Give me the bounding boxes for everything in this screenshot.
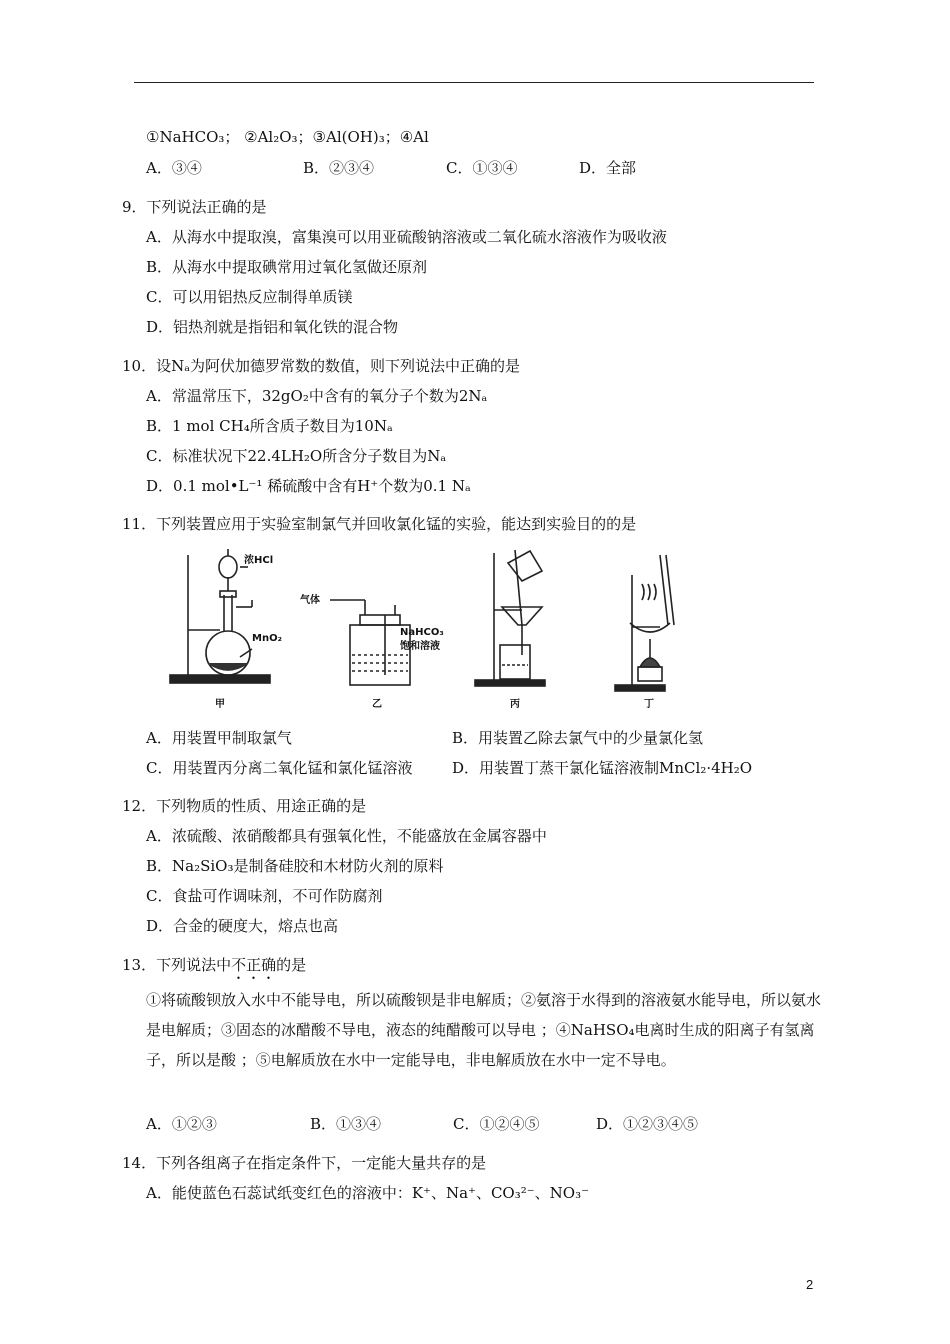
q10-option-b: B．1 mol CH₄所含质子数目为10Nₐ — [146, 417, 393, 435]
q10-option-a: A．常温常压下，32gO₂中含有的氧分子个数为2Nₐ — [146, 387, 488, 405]
label-yi: 乙 — [372, 699, 382, 710]
label-saturated: 饱和溶液 — [400, 641, 440, 652]
header-rule — [134, 82, 814, 83]
label-ding: 丁 — [644, 699, 654, 710]
q12-stem: 12．下列物质的性质、用途正确的是 — [122, 797, 367, 815]
q8-option-b: B．②③④ — [303, 159, 375, 177]
q8-option-c: C．①③④ — [446, 159, 518, 177]
q11-option-b: B．用装置乙除去氯气中的少量氯化氢 — [452, 729, 704, 747]
q13-option-c: C．①②④⑤ — [453, 1115, 540, 1133]
apparatus-yi — [330, 600, 410, 685]
q12-option-b: B．Na₂SiO₃是制备硅胶和木材防火剂的原料 — [146, 857, 444, 875]
q12-option-a: A．浓硫酸、浓硝酸都具有强氧化性，不能盛放在金属容器中 — [146, 827, 547, 845]
label-mno2: MnO₂ — [252, 633, 282, 644]
page-number: 2 — [806, 1277, 814, 1292]
q13-option-a: A．①②③ — [146, 1115, 217, 1133]
q13-option-b: B．①③④ — [310, 1115, 382, 1133]
q13-option-d: D．①②③④⑤ — [596, 1115, 699, 1133]
label-bing: 丙 — [510, 699, 520, 710]
label-hcl: 浓HCl — [244, 555, 274, 566]
q14-option-a: A．能使蓝色石蕊试纸变红色的溶液中：K⁺、Na⁺、CO₃²⁻、NO₃⁻ — [146, 1184, 590, 1202]
q9-option-c: C．可以用铝热反应制得单质镁 — [146, 288, 353, 306]
apparatus-ding — [615, 555, 674, 691]
q9-option-a: A．从海水中提取溴，富集溴可以用亚硫酸钠溶液或二氧化硫水溶液作为吸收液 — [146, 228, 667, 246]
q13-stem-pre: 13．下列说法中 — [122, 956, 232, 974]
apparatus-drawing — [160, 545, 680, 715]
label-jia: 甲 — [215, 699, 225, 710]
q10-stem: 10．设Nₐ为阿伏加德罗常数的数值，则下列说法中正确的是 — [122, 357, 521, 375]
q8-option-d: D．全部 — [579, 159, 637, 177]
q8-items: ①NaHCO₃； ②Al₂O₃；③Al(OH)₃；④Al — [146, 128, 429, 146]
q11-option-c: C．用装置丙分离二氧化锰和氯化锰溶液 — [146, 759, 413, 777]
q8-option-a: A．③④ — [146, 159, 202, 177]
q13-stem — [122, 955, 306, 983]
q11-option-a: A．用装置甲制取氯气 — [146, 729, 292, 747]
q11-stem: 11．下列装置应用于实验室制氯气并回收氯化锰的实验，能达到实验目的的是 — [122, 515, 637, 533]
q9-option-b: B．从海水中提取碘常用过氧化氢做还原剂 — [146, 258, 428, 276]
apparatus-figure — [160, 545, 680, 715]
apparatus-bing — [475, 550, 545, 686]
q13-body: ①将硫酸钡放入水中不能导电，所以硫酸钡是非电解质；②氨溶于水得到的溶液氨水能导电，所以氨水是电解质；③固态的冰醋酸不导电，液态的纯醋酸可以导电 ；④NaHSO₄电离时生成的阳离子有氢离子，所以是酸 ；⑤电解质放在水中一定能导电，非电解质放在水中一定不导电。 — [146, 991, 822, 1069]
label-nahco3: NaHCO₃ — [400, 627, 444, 638]
label-gas: 气体 — [300, 595, 320, 606]
q11-option-d: D．用装置丁蒸干氯化锰溶液制MnCl₂·4H₂O — [452, 759, 753, 777]
q10-option-d: D．0.1 mol•L⁻¹ 稀硫酸中含有H⁺个数为0.1 Nₐ — [146, 477, 471, 495]
q12-option-c: C．食盐可作调味剂，不可作防腐剂 — [146, 887, 383, 905]
q9-stem: 9．下列说法正确的是 — [122, 198, 267, 216]
q13-stem-post: 的是 — [276, 956, 307, 974]
q12-option-d: D．合金的硬度大，熔点也高 — [146, 917, 339, 935]
q9-option-d: D．铝热剂就是指铝和氧化铁的混合物 — [146, 318, 399, 336]
q10-option-c: C．标准状况下22.4LH₂O所含分子数目为Nₐ — [146, 447, 447, 465]
q14-stem: 14．下列各组离子在指定条件下，一定能大量共存的是 — [122, 1154, 487, 1172]
apparatus-jia — [170, 549, 270, 683]
q13-stem-emphasis: 不正确 — [231, 956, 277, 974]
